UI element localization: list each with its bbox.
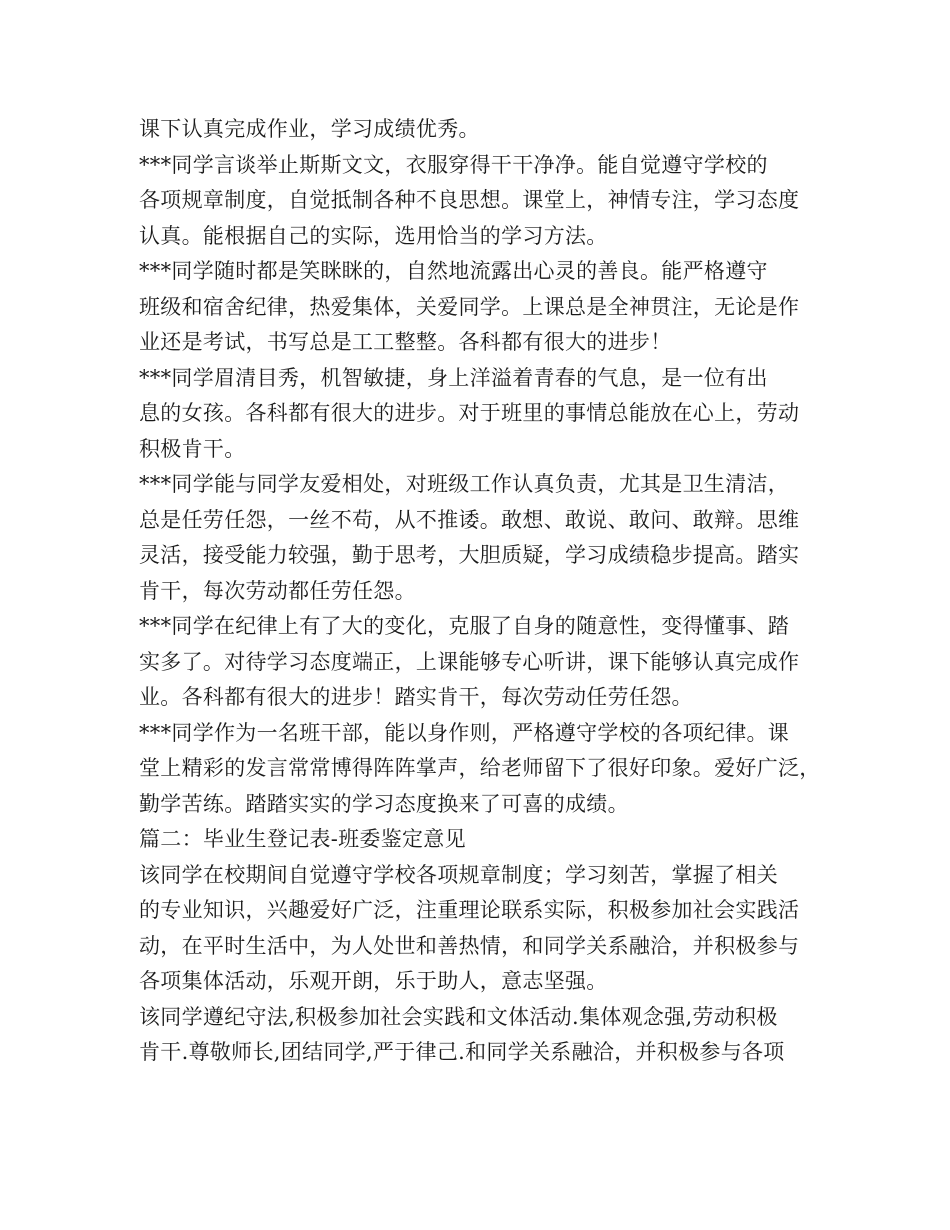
text-line: 该同学在校期间自觉遵守学校各项规章制度；学习刻苦，掌握了相关 [139,862,778,887]
text-line: ***同学随时都是笑眯眯的，自然地流露出心灵的善良。能严格遵守 [139,259,768,283]
text-line: 该同学遵纪守法,积极参加社会实践和文体活动.集体观念强,劳动积极 [139,1004,778,1029]
text-line: 动，在平时生活中，为人处世和善热情，和同学关系融洽，并积极参与 [139,933,800,958]
text-line: 业。各科都有很大的进步！踏实肯干，每次劳动任劳任怨。 [139,685,693,709]
text-line: 总是任劳任怨，一丝不苟，从不推诿。敢想、敢说、敢问、敢辩。思维 [139,507,800,532]
text-line: 息的女孩。各科都有很大的进步。对于班里的事情总能放在心上，劳动 [139,401,800,425]
text-line: 积极肯干。 [139,436,246,461]
text-line: 认真。能根据自己的实际，选用恰当的学习方法。 [139,223,608,248]
section-heading: 篇二：毕业生登记表-班委鉴定意见 [139,827,466,851]
text-line: ***同学在纪律上有了大的变化，克服了自身的随意性，变得懂事、踏 [139,614,790,638]
text-line: ***同学能与同学友爱相处，对班级工作认真负责，尤其是卫生清洁， [139,472,790,496]
text-line: 堂上精彩的发言常常博得阵阵掌声，给老师留下了很好印象。爱好广泛， [139,756,821,780]
text-line: 肯干，每次劳动都任劳任怨。 [139,578,416,603]
text-line: 灵活，接受能力较强，勤于思考，大胆质疑，学习成绩稳步提高。踏实 [139,543,800,567]
text-line: ***同学言谈举止斯斯文文，衣服穿得干干净净。能自觉遵守学校的 [139,152,768,177]
text-line: ***同学眉清目秀，机智敏捷，身上洋溢着青春的气息，是一位有出 [139,365,768,390]
text-line: 班级和宿舍纪律，热爱集体，关爱同学。上课总是全神贯注，无论是作 [139,294,800,319]
text-line: ***同学作为一名班干部，能以身作则，严格遵守学校的各项纪律。课 [139,720,790,745]
text-line: 的专业知识，兴趣爱好广泛，注重理论联系实际，积极参加社会实践活 [139,898,800,922]
text-line: 肯干.尊敬师长,团结同学,严于律己.和同学关系融洽，并积极参与各项 [139,1040,785,1064]
text-line: 各项规章制度，自觉抵制各种不良思想。课堂上，神情专注，学习态度 [139,188,800,212]
document-body [139,112,819,1071]
text-line: 课下认真完成作业，学习成绩优秀。 [139,117,480,141]
text-line: 各项集体活动，乐观开朗，乐于助人，意志坚强。 [139,969,608,993]
text-line: 业还是考试，书写总是工工整整。各科都有很大的进步！ [139,330,672,354]
text-line: 勤学苦练。踏踏实实的学习态度换来了可喜的成绩。 [139,791,629,816]
text-line: 实多了。对待学习态度端正，上课能够专心听讲，课下能够认真完成作 [139,649,800,674]
